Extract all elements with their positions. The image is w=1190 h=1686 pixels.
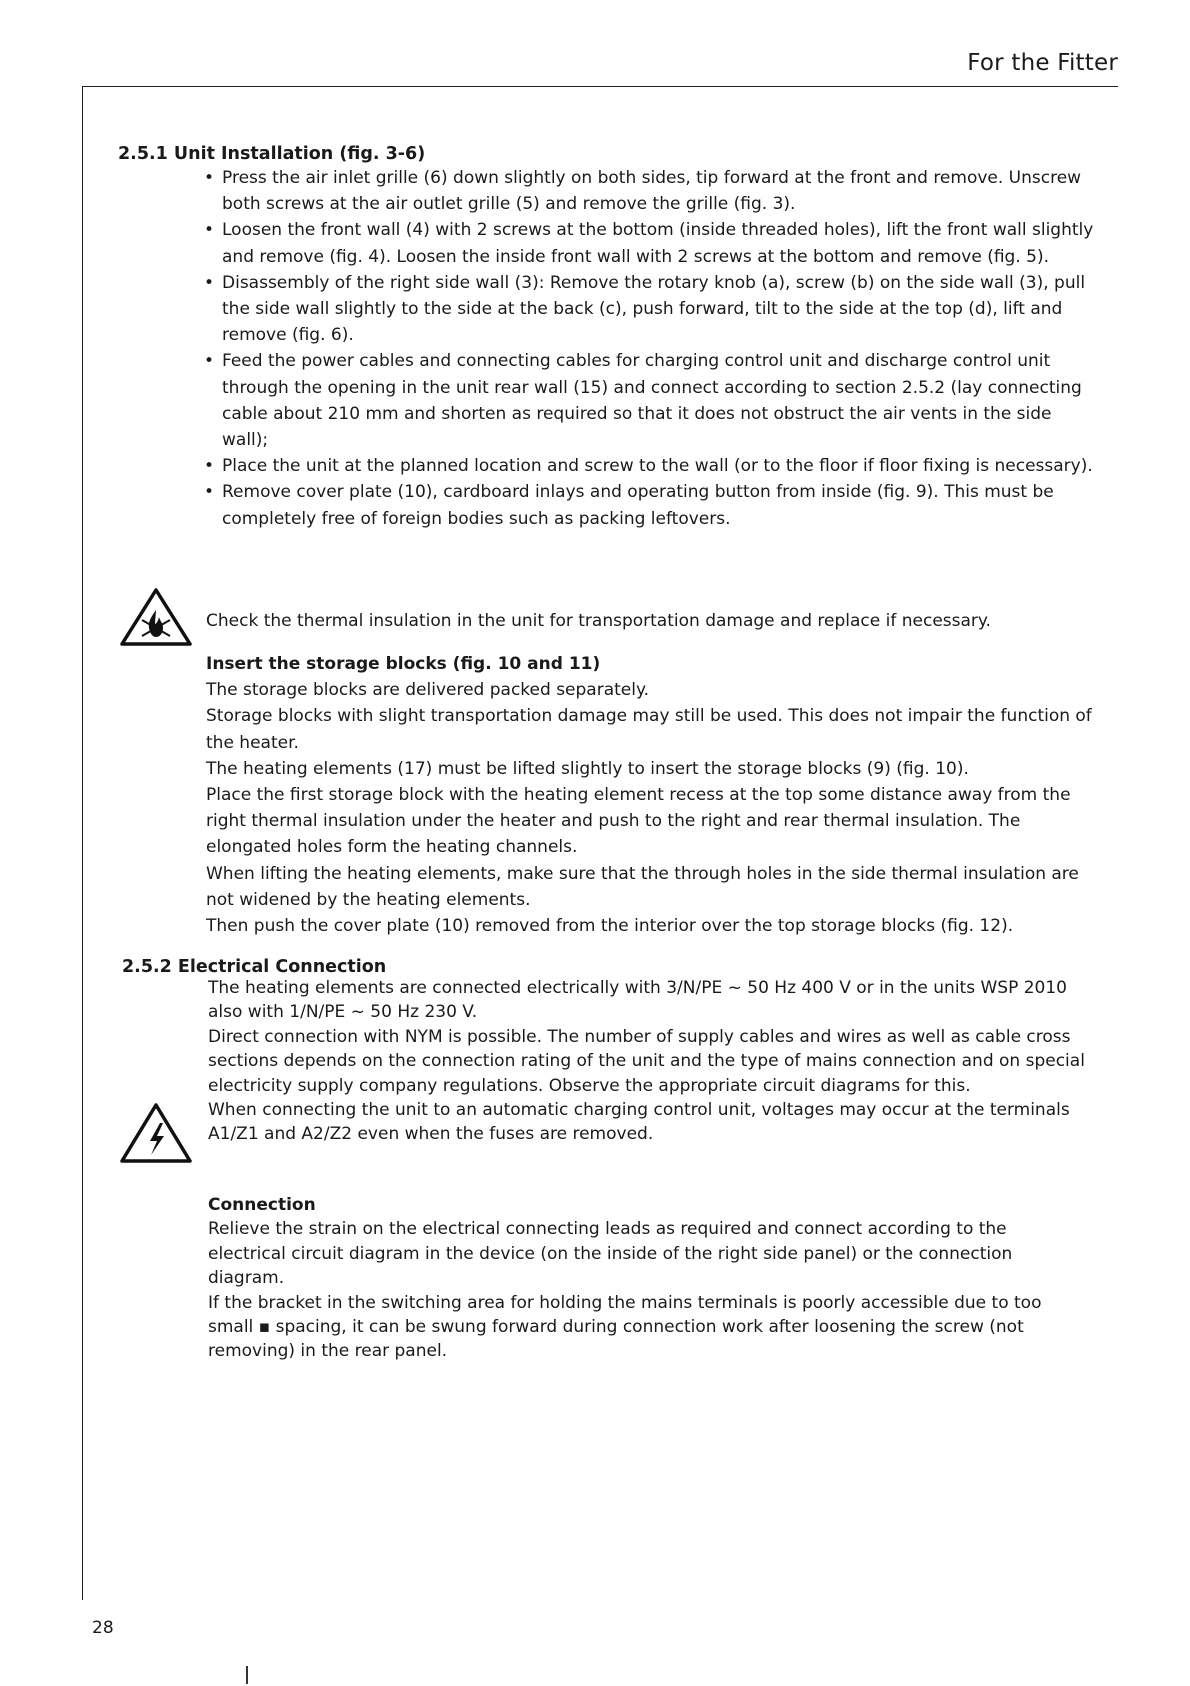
margin-rule [82, 86, 83, 1600]
section-heading-electrical-connection: 2.5.2 Electrical Connection [122, 957, 387, 977]
list-item: • Place the unit at the planned location and screw to the wall (or to the floor if floor fixing is necessary). [202, 453, 1102, 479]
list-item: • Press the air inlet grille (6) down slightly on both sides, tip forward at the front and remove. Unscrew both screws at the air outlet grille (5) and remove the grille (fig. 3). [202, 165, 1102, 217]
paragraph: Then push the cover plate (10) removed from the interior over the top storage blocks (fig. 12). [206, 916, 1014, 937]
paragraph: The heating elements (17) must be lifted slightly to insert the storage blocks (9) (fig. 10). [206, 758, 969, 779]
paragraph: Storage blocks with slight transportation damage may still be used. This does not impair the function of the heater. [206, 706, 1092, 753]
paragraph: Place the first storage block with the heating element recess at the top some distance away from the right thermal insulation under the heater and push to the right and rear thermal insulation. The elongated holes form the heating channels. [206, 785, 1071, 858]
high-voltage-warning-icon [118, 1101, 194, 1165]
list-item: • Remove cover plate (10), cardboard inlays and operating button from inside (fig. 9). This must be completely free of foreign bodies such as packing leftovers. [202, 479, 1102, 531]
electrical-connection-text [208, 976, 1088, 1147]
list-item: • Feed the power cables and connecting cables for charging control unit and discharge control unit through the opening in the unit rear wall (15) and connect according to section 2.5.2 (lay connecting cable about 210 mm and shorten as required so that it does not obstruct the air vents in the side wall); [202, 348, 1102, 453]
paragraph: When lifting the heating elements, make sure that the through holes in the side thermal insulation are not widened by the heating elements. [206, 863, 1079, 910]
fire-warning-icon [118, 586, 194, 648]
warning-voltage-text: When connecting the unit to an automatic charging control unit, voltages may occur at the terminals A1/Z1 and A2/Z2 even when the fuses are removed. [208, 1100, 1070, 1145]
subheading-connection: Connection [208, 1195, 316, 1215]
subheading-storage-blocks: Insert the storage blocks (fig. 10 and 11) [206, 654, 601, 674]
list-item: • Loosen the front wall (4) with 2 screws at the bottom (inside threaded holes), lift the front wall slightly and remove (fig. 4). Loosen the inside front wall with 2 screws at the bottom and remove (fig. 5). [202, 217, 1102, 269]
paragraph: Direct connection with NYM is possible. The number of supply cables and wires as well as cable cross sections depends on the connection rating of the unit and the type of mains connection and on special electricity supply company regulations. Observe the appropriate circuit diagrams for this. [208, 1026, 1085, 1096]
list-item: • Disassembly of the right side wall (3): Remove the rotary knob (a), screw (b) on the side wall (3), pull the side wall slightly to the side at the back (c), push forward, tilt to the side at the top (d), lift and remove (fig. 6). [202, 270, 1102, 349]
page-header-title: For the Fitter [967, 50, 1118, 76]
paragraph: If the bracket in the switching area for holding the mains terminals is poorly accessible due to too small ▪ spacing, it can be swung forward during connection work after loosening the screw (not removing) in the rear panel. [208, 1292, 1042, 1362]
page-number: 28 [92, 1618, 114, 1638]
warning-thermal-insulation: Check the thermal insulation in the unit for transportation damage and replace if necessary. [206, 611, 991, 631]
paragraph: Relieve the strain on the electrical connecting leads as required and connect according to the electrical circuit diagram in the device (on the inside of the right side panel) or the connection diagram. [208, 1219, 1013, 1289]
paragraph: The storage blocks are delivered packed separately. [206, 680, 650, 701]
unit-installation-steps [202, 165, 1102, 532]
header-rule [82, 86, 1118, 87]
storage-blocks-section [206, 651, 1096, 939]
paragraph: The heating elements are connected electrically with 3/N/PE ~ 50 Hz 400 V or in the units WSP 2010 also with 1/N/PE ~ 50 Hz 230 V. [208, 978, 1067, 1023]
connection-section [208, 1193, 1088, 1364]
scan-mark [246, 1666, 248, 1684]
section-heading-unit-installation: 2.5.1 Unit Installation (fig. 3-6) [118, 144, 426, 164]
